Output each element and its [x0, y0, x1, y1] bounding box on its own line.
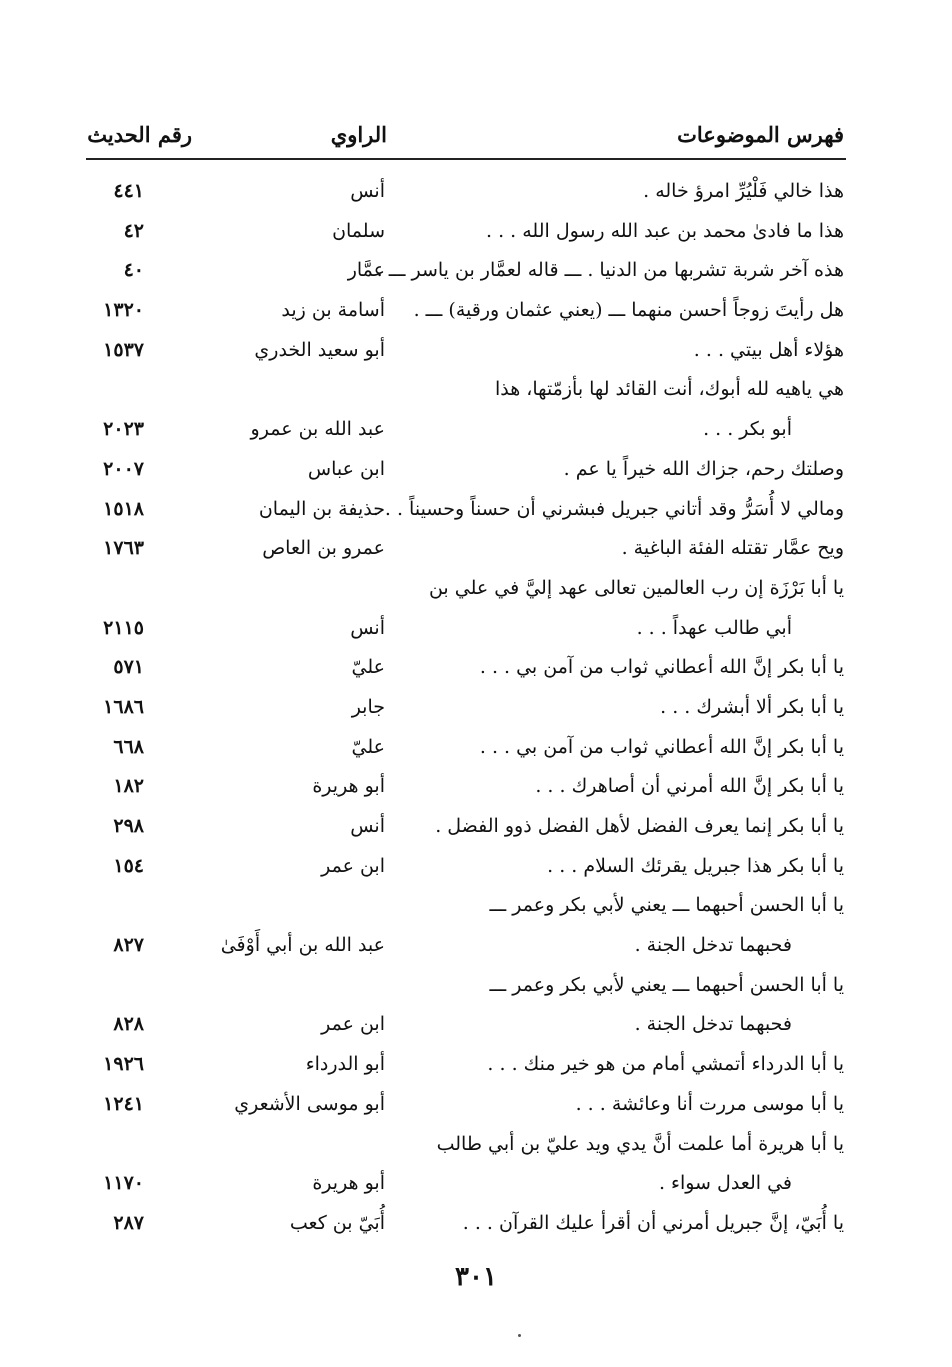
narrator-text: أبو هريرة	[312, 775, 385, 798]
table-row	[0, 1005, 952, 1045]
table-row	[0, 450, 952, 490]
narrator-text: عليّ	[351, 656, 385, 679]
topic-text: يا أبا بكر إنَّ الله أعطاني ثواب من آمن بي . . .	[479, 656, 844, 679]
hadith-number: ٢٠٢٣	[103, 418, 144, 441]
table-row	[0, 1204, 952, 1244]
topic-text: ومالي لا أُسَرُّ وقد أتاني جبريل فبشرني أن حسناً وحسيناً . . .	[372, 497, 844, 520]
narrator-text: عمرو بن العاص	[262, 537, 385, 560]
hadith-number: ٢١١٥	[103, 616, 144, 639]
narrator-text: عبد الله بن أبي أَوْفَىٰ	[220, 934, 385, 957]
hadith-number: ٢٩٨	[113, 815, 144, 837]
narrator-text: أبو سعيد الخدري	[254, 338, 385, 361]
narrator-text: ابن عمر	[321, 1013, 385, 1036]
narrator-text: جابر	[351, 695, 385, 718]
header-divider	[86, 158, 846, 160]
table-row	[0, 370, 952, 410]
hadith-number: ١٩٢٦	[103, 1053, 144, 1076]
topic-text: أبي طالب عهداً . . .	[636, 616, 792, 639]
hadith-number: ١٢٤١	[103, 1092, 144, 1115]
table-row	[0, 609, 952, 649]
header-topics: فهرس الموضوعات	[677, 122, 844, 147]
hadith-number: ١٨٢	[113, 775, 144, 798]
narrator-text: عبد الله بن عمرو	[250, 418, 385, 441]
header-hadith-number: رقم الحديث	[87, 122, 192, 147]
narrator-text: سلمان	[332, 219, 385, 242]
table-header	[0, 118, 952, 158]
hadith-number: ٤٢	[123, 219, 144, 242]
table-row	[0, 490, 952, 530]
narrator-text: ابن عمر	[321, 854, 385, 877]
scan-speck	[518, 1334, 521, 1337]
hadith-number: ١٧٦٣	[103, 537, 144, 560]
index-table	[0, 172, 952, 1244]
topic-text: يا أبا بكر ألا أبشرك . . .	[660, 695, 844, 718]
narrator-text: عمَّار	[347, 259, 385, 282]
topic-text: فحبهما تدخل الجنة .	[634, 1013, 792, 1036]
hadith-number: ١٥١٨	[103, 497, 144, 520]
hadith-number: ٦٦٨	[113, 735, 144, 758]
topic-text: يا أبا بكر هذا جبريل يقرئك السلام . . .	[547, 854, 844, 877]
narrator-text: عليّ	[351, 735, 385, 758]
hadith-number: ٤٠	[123, 259, 144, 282]
table-row	[0, 212, 952, 252]
table-row	[0, 172, 952, 212]
table-row	[0, 886, 952, 926]
table-row	[0, 807, 952, 847]
topic-text: هذه آخر شربة تشربها من الدنيا . ـــ قاله لعمَّار بن ياسر ـــ .	[376, 259, 844, 282]
topic-text: يا أبا موسى مررت أنا وعائشة . . .	[575, 1092, 844, 1115]
table-row	[0, 331, 952, 371]
hadith-number: ٢٠٠٧	[103, 457, 144, 480]
header-narrator: الراوي	[330, 122, 387, 147]
table-row	[0, 728, 952, 768]
narrator-text: أسامة بن زيد	[281, 299, 385, 322]
topic-text: هي ياهيه لله أبوك، أنت القائد لها بأزمّتها، هذا	[494, 378, 844, 401]
table-row	[0, 1085, 952, 1125]
table-row	[0, 926, 952, 966]
narrator-text: أبو الدرداء	[305, 1053, 385, 1076]
table-row	[0, 291, 952, 331]
page-number: ٣٠١	[455, 1262, 497, 1292]
hadith-number: ١٣٢٠	[103, 299, 144, 322]
topic-text: ويح عمَّار تقتله الفئة الباغية .	[621, 537, 844, 560]
topic-text: هذا خالي فَلْيُرِّ امرؤ خاله .	[643, 180, 844, 202]
topic-text: هذا ما فادىٰ محمد بن عبد الله رسول الله . . .	[486, 219, 844, 242]
topic-text: يا أبا بكر إنما يعرف الفضل لأهل الفضل ذوو الفضل .	[435, 815, 844, 837]
topic-text: يا أبا بَرْزَة إن رب العالمين تعالى عهد إليَّ في علي بن	[428, 576, 844, 599]
table-row	[0, 847, 952, 887]
hadith-number: ٨٢٨	[113, 1013, 144, 1036]
topic-text: هل رأيتَ زوجاً أحسن منهما ـــ (يعني عثمان ورقية) ـــ .	[413, 299, 844, 322]
narrator-text: أنس	[350, 616, 385, 639]
narrator-text: أنس	[350, 180, 385, 202]
hadith-number: ١٥٣٧	[103, 338, 144, 361]
narrator-text: ابن عباس	[307, 457, 385, 480]
table-row	[0, 569, 952, 609]
narrator-text: حذيفة بن اليمان	[258, 497, 385, 520]
hadith-number: ٨٢٧	[113, 934, 144, 957]
narrator-text: أبو موسى الأشعري	[234, 1092, 385, 1115]
table-row	[0, 688, 952, 728]
topic-text: يا أبا هريرة أما علمت أنَّ يدي ويد عليّ بن أبي طالب	[436, 1132, 844, 1155]
topic-text: أبو بكر . . .	[703, 418, 792, 441]
topic-text: في العدل سواء .	[658, 1172, 792, 1195]
narrator-text: أُبَيّ بن كعب	[289, 1211, 385, 1234]
topic-text: يا أبا بكر إنَّ الله أعطاني ثواب من آمن بي . . .	[479, 735, 844, 758]
topic-text: هؤلاء أهل بيتي . . .	[693, 338, 844, 361]
topic-text: يا أبا الدرداء أتمشي أمام من هو خير منك . . .	[487, 1053, 844, 1076]
hadith-number: ١١٧٠	[103, 1172, 144, 1195]
table-row	[0, 1045, 952, 1085]
narrator-text: أبو هريرة	[312, 1172, 385, 1195]
hadith-number: ٢٨٧	[113, 1211, 144, 1234]
hadith-number: ٥٧١	[113, 656, 144, 679]
topic-text: وصلتك رحم، جزاك الله خيراً يا عم .	[563, 457, 844, 480]
narrator-text: أنس	[350, 815, 385, 837]
table-row	[0, 410, 952, 450]
table-row	[0, 251, 952, 291]
table-row	[0, 529, 952, 569]
table-row	[0, 1164, 952, 1204]
hadith-number: ٤٤١	[113, 180, 144, 202]
hadith-number: ١٥٤	[113, 854, 144, 877]
table-row	[0, 1125, 952, 1165]
topic-text: يا أبا الحسن أحبهما ـــ يعني لأبي بكر وعمر ـــ	[489, 973, 844, 996]
topic-text: يا أبا الحسن أحبهما ـــ يعني لأبي بكر وعمر ـــ	[489, 894, 844, 917]
table-row	[0, 966, 952, 1006]
table-row	[0, 648, 952, 688]
table-row	[0, 767, 952, 807]
hadith-number: ١٦٨٦	[103, 695, 144, 718]
topic-text: يا أُبَيّ، إنَّ جبريل أمرني أن أقرأ عليك القرآن . . .	[462, 1211, 844, 1234]
topic-text: يا أبا بكر إنَّ الله أمرني أن أصاهرك . . .	[535, 775, 844, 798]
topic-text: فحبهما تدخل الجنة .	[634, 934, 792, 957]
